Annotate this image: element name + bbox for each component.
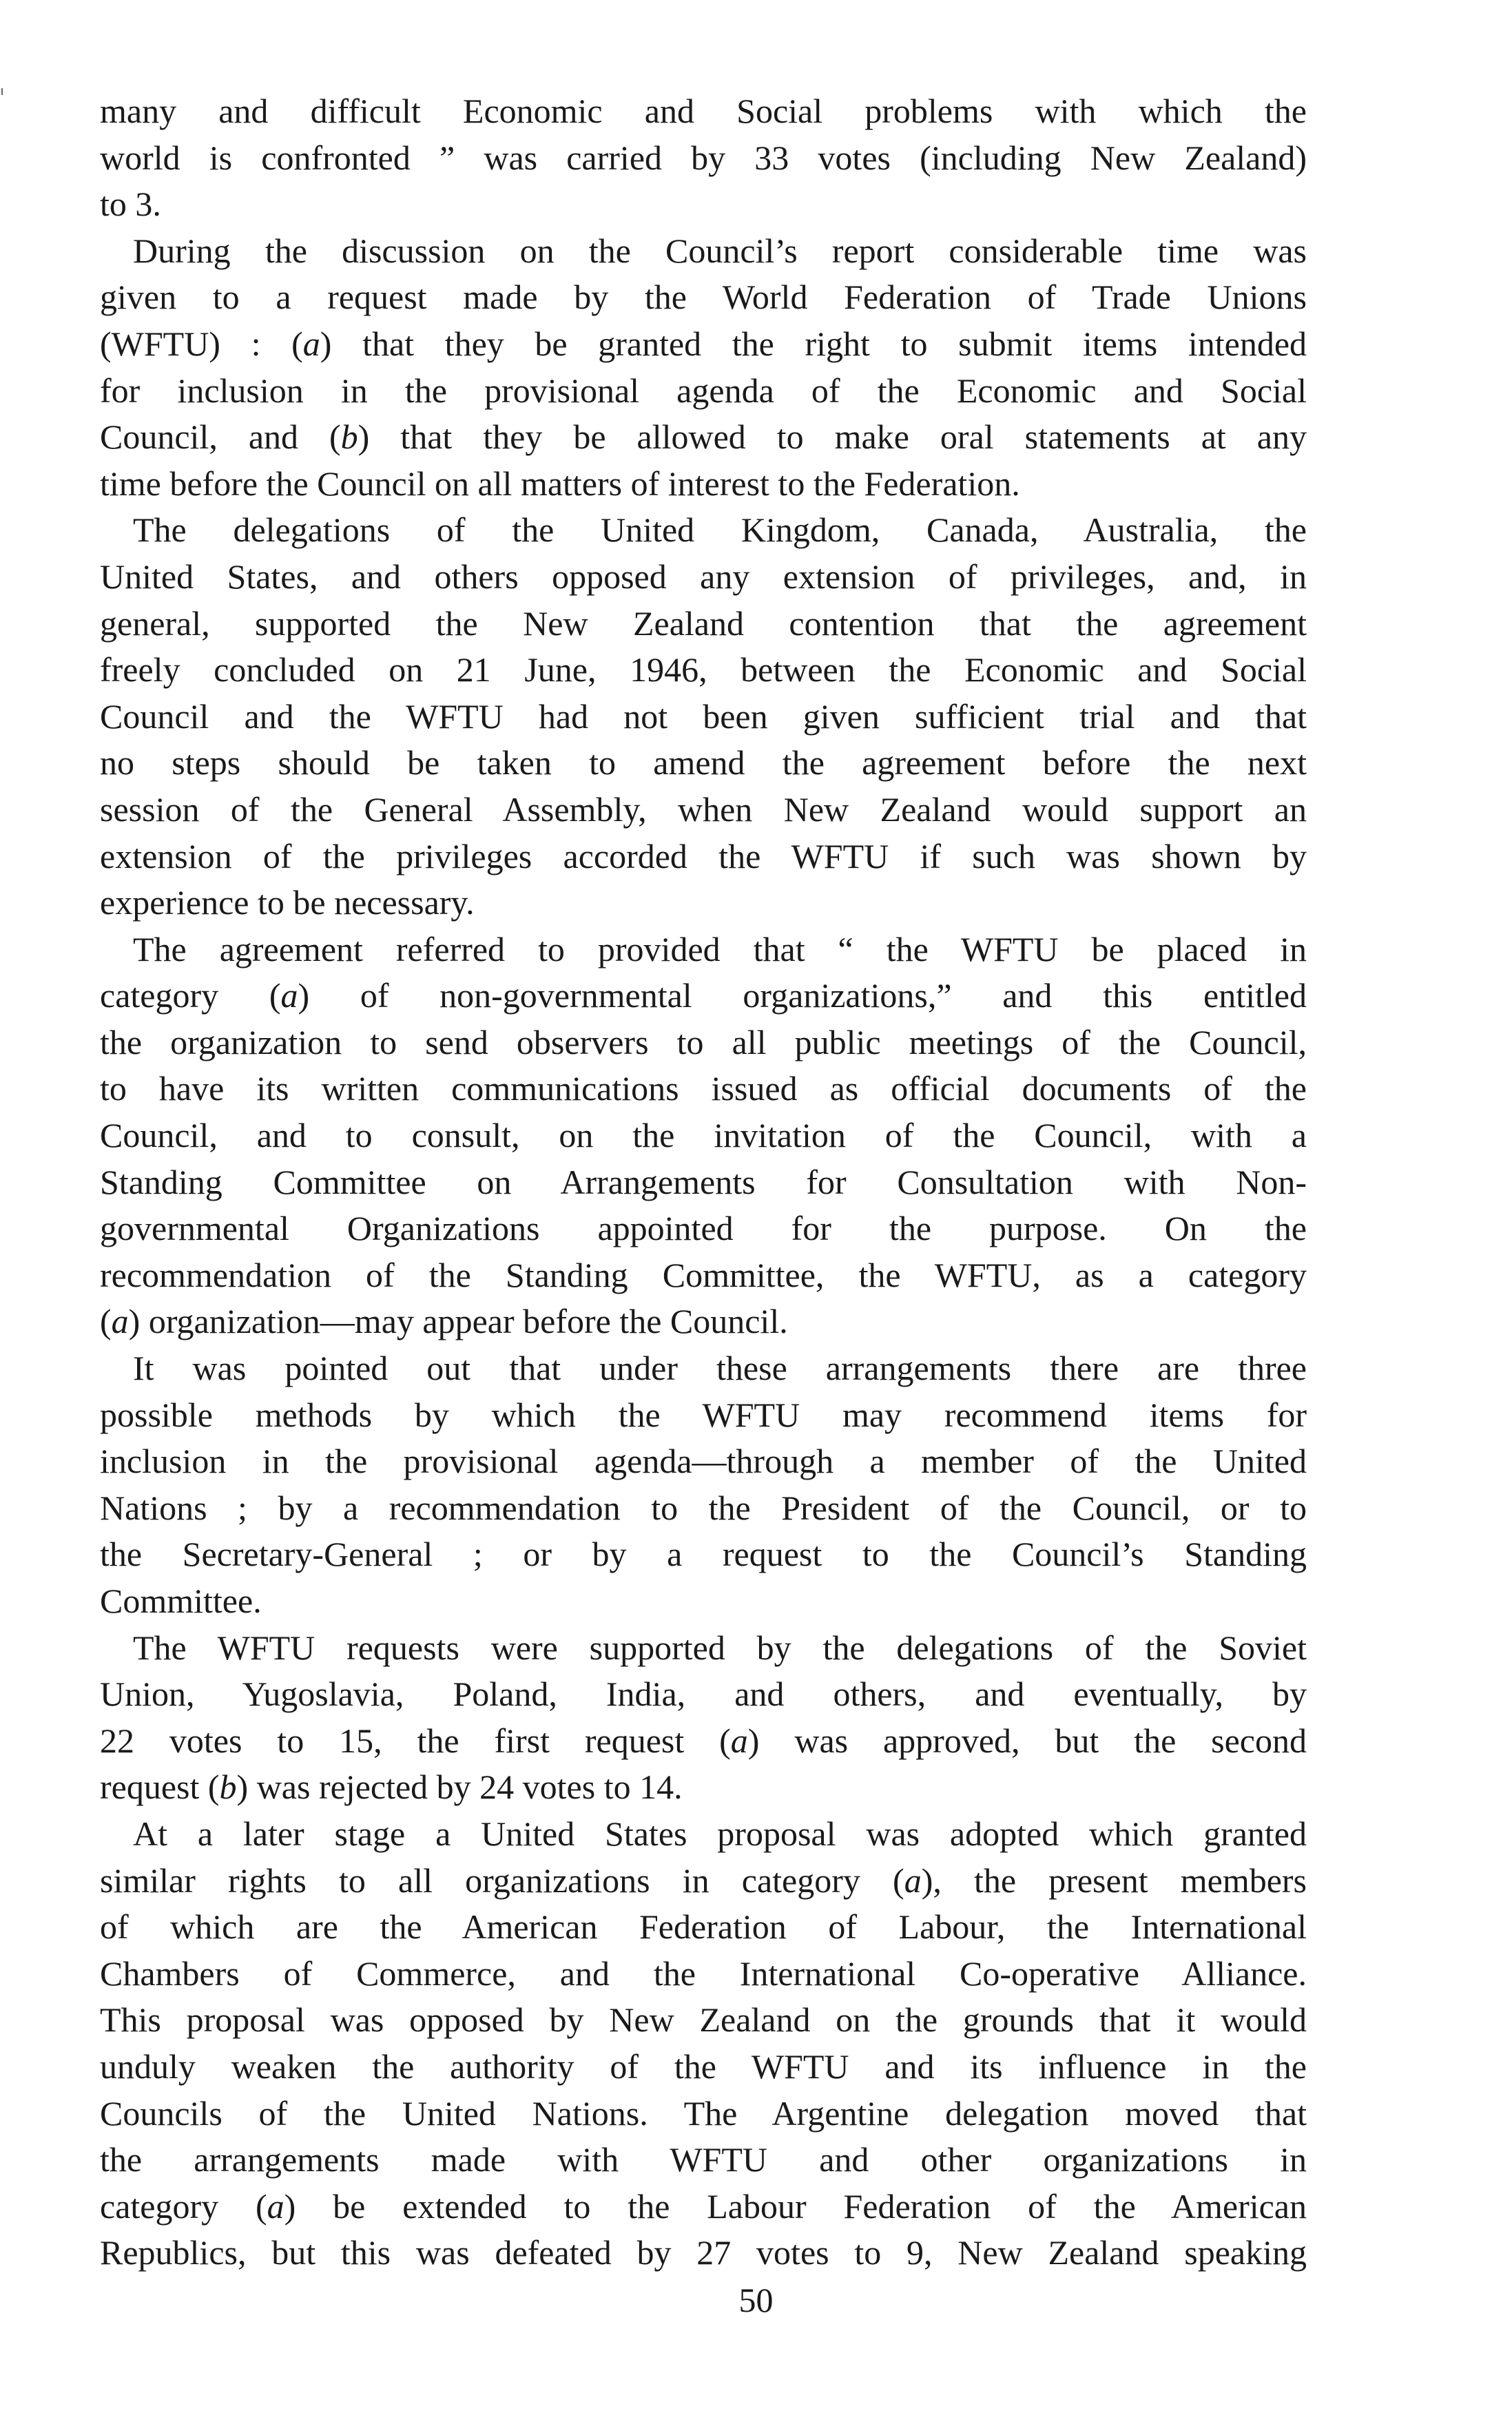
italic-letter: b <box>340 417 358 457</box>
italic-letter: a <box>302 324 320 363</box>
paragraph <box>100 926 1307 1345</box>
text-line: time before the Council on all matters of interest to the Federation. <box>100 464 1020 503</box>
paragraph <box>100 88 1307 228</box>
text-line: to 3. <box>100 185 161 224</box>
paragraph <box>100 1345 1307 1625</box>
text-line: experience to be necessary. <box>100 883 475 922</box>
paragraph <box>100 228 1307 508</box>
text-line: recommendation of the Standing Committee, the WFTU, as a category <box>100 1255 1307 1294</box>
text-line: of which are the American Federation of Labour, the International <box>100 1907 1307 1947</box>
scan-margin-mark <box>1 88 3 95</box>
text-line: request (b) was rejected by 24 votes to 14. <box>100 1768 683 1807</box>
text-line: The WFTU requests were supported by the delegations of the Soviet <box>133 1628 1307 1667</box>
text-line: similar rights to all organizations in category (a), the present members <box>100 1861 1307 1900</box>
text-line: (WFTU) : (a) that they be granted the right to submit items intended <box>100 324 1307 363</box>
paragraph <box>100 507 1307 926</box>
text-line: Nations ; by a recommendation to the President of the Council, or to <box>100 1488 1307 1527</box>
text-line: freely concluded on 21 June, 1946, between the Economic and Social <box>100 650 1307 690</box>
text-line: many and difficult Economic and Social problems with which the <box>100 92 1307 130</box>
page-number: 50 <box>738 2281 774 2319</box>
text-line: unduly weaken the authority of the WFTU and its influence in the <box>100 2047 1307 2086</box>
paragraph <box>100 1811 1307 2277</box>
text-line: Council and the WFTU had not been given sufficient trial and that <box>100 696 1307 736</box>
body-text <box>100 88 1307 2277</box>
text-line: Standing Committee on Arrangements for Consultation with Non- <box>100 1162 1307 1201</box>
text-line: United States, and others opposed any extension of privileges, and, in <box>100 557 1307 596</box>
text-line: inclusion in the provisional agenda—through a member of the United <box>100 1442 1307 1481</box>
text-line: category (a) be extended to the Labour Federation of the American <box>100 2186 1307 2226</box>
text-line: At a later stage a United States proposal was adopted which granted <box>133 1814 1307 1853</box>
text-line: The agreement referred to provided that “ the WFTU be placed in <box>133 929 1307 968</box>
text-line: the arrangements made with WFTU and other organizations in <box>100 2140 1307 2179</box>
text-line: possible methods by which the WFTU may recommend items for <box>100 1395 1307 1434</box>
text-line: the organization to send observers to all public meetings of the Council, <box>100 1022 1307 1061</box>
text-line: 22 votes to 15, the first request (a) was approved, but the second <box>100 1721 1307 1760</box>
text-line: to have its written communications issued as official documents of the <box>100 1069 1307 1108</box>
text-line: world is confronted ” was carried by 33 votes (including New Zealand) <box>100 138 1307 177</box>
text-line: Chambers of Commerce, and the International Co-operative Alliance. <box>100 1954 1307 1993</box>
text-line: given to a request made by the World Federation of Trade Unions <box>100 278 1307 317</box>
text-line: Union, Yugoslavia, Poland, India, and others, and eventually, by <box>100 1675 1307 1714</box>
text-line: session of the General Assembly, when New Zealand would support an <box>100 789 1307 829</box>
text-line: the Secretary-General ; or by a request to the Council’s Standing <box>100 1535 1307 1574</box>
text-line: (a) organization—may appear before the Council. <box>100 1302 788 1341</box>
text-line: It was pointed out that under these arrangements there are three <box>133 1349 1307 1388</box>
text-line: for inclusion in the provisional agenda of the Economic and Social <box>100 371 1307 410</box>
italic-letter: a <box>904 1861 922 1900</box>
text-line: Republics, but this was defeated by 27 votes to 9, New Zealand speaking <box>100 2233 1307 2272</box>
text-line: Council, and to consult, on the invitation of the Council, with a <box>100 1116 1307 1155</box>
text-line: governmental Organizations appointed for the purpose. On the <box>100 1209 1307 1248</box>
italic-letter: b <box>219 1768 237 1807</box>
paragraph <box>100 1625 1307 1811</box>
text-line: Committee. <box>100 1582 262 1620</box>
italic-letter: a <box>267 2186 284 2226</box>
text-line: This proposal was opposed by New Zealand on the grounds that it would <box>100 2000 1307 2040</box>
text-line: general, supported the New Zealand contention that the agreement <box>100 603 1307 643</box>
italic-letter: a <box>280 976 298 1015</box>
text-line: During the discussion on the Council’s report considerable time was <box>133 231 1307 270</box>
text-line: The delegations of the United Kingdom, Canada, Australia, the <box>133 510 1307 550</box>
italic-letter: a <box>111 1302 129 1341</box>
italic-letter: a <box>730 1721 748 1760</box>
text-line: no steps should be taken to amend the agreement before the next <box>100 743 1307 783</box>
text-line: Councils of the United Nations. The Argentine delegation moved that <box>100 2093 1307 2133</box>
text-line: extension of the privileges accorded the WFTU if such was shown by <box>100 836 1307 875</box>
text-line: category (a) of non-governmental organizations,” and this entitled <box>100 976 1307 1015</box>
text-line: Council, and (b) that they be allowed to make oral statements at any <box>100 417 1307 457</box>
